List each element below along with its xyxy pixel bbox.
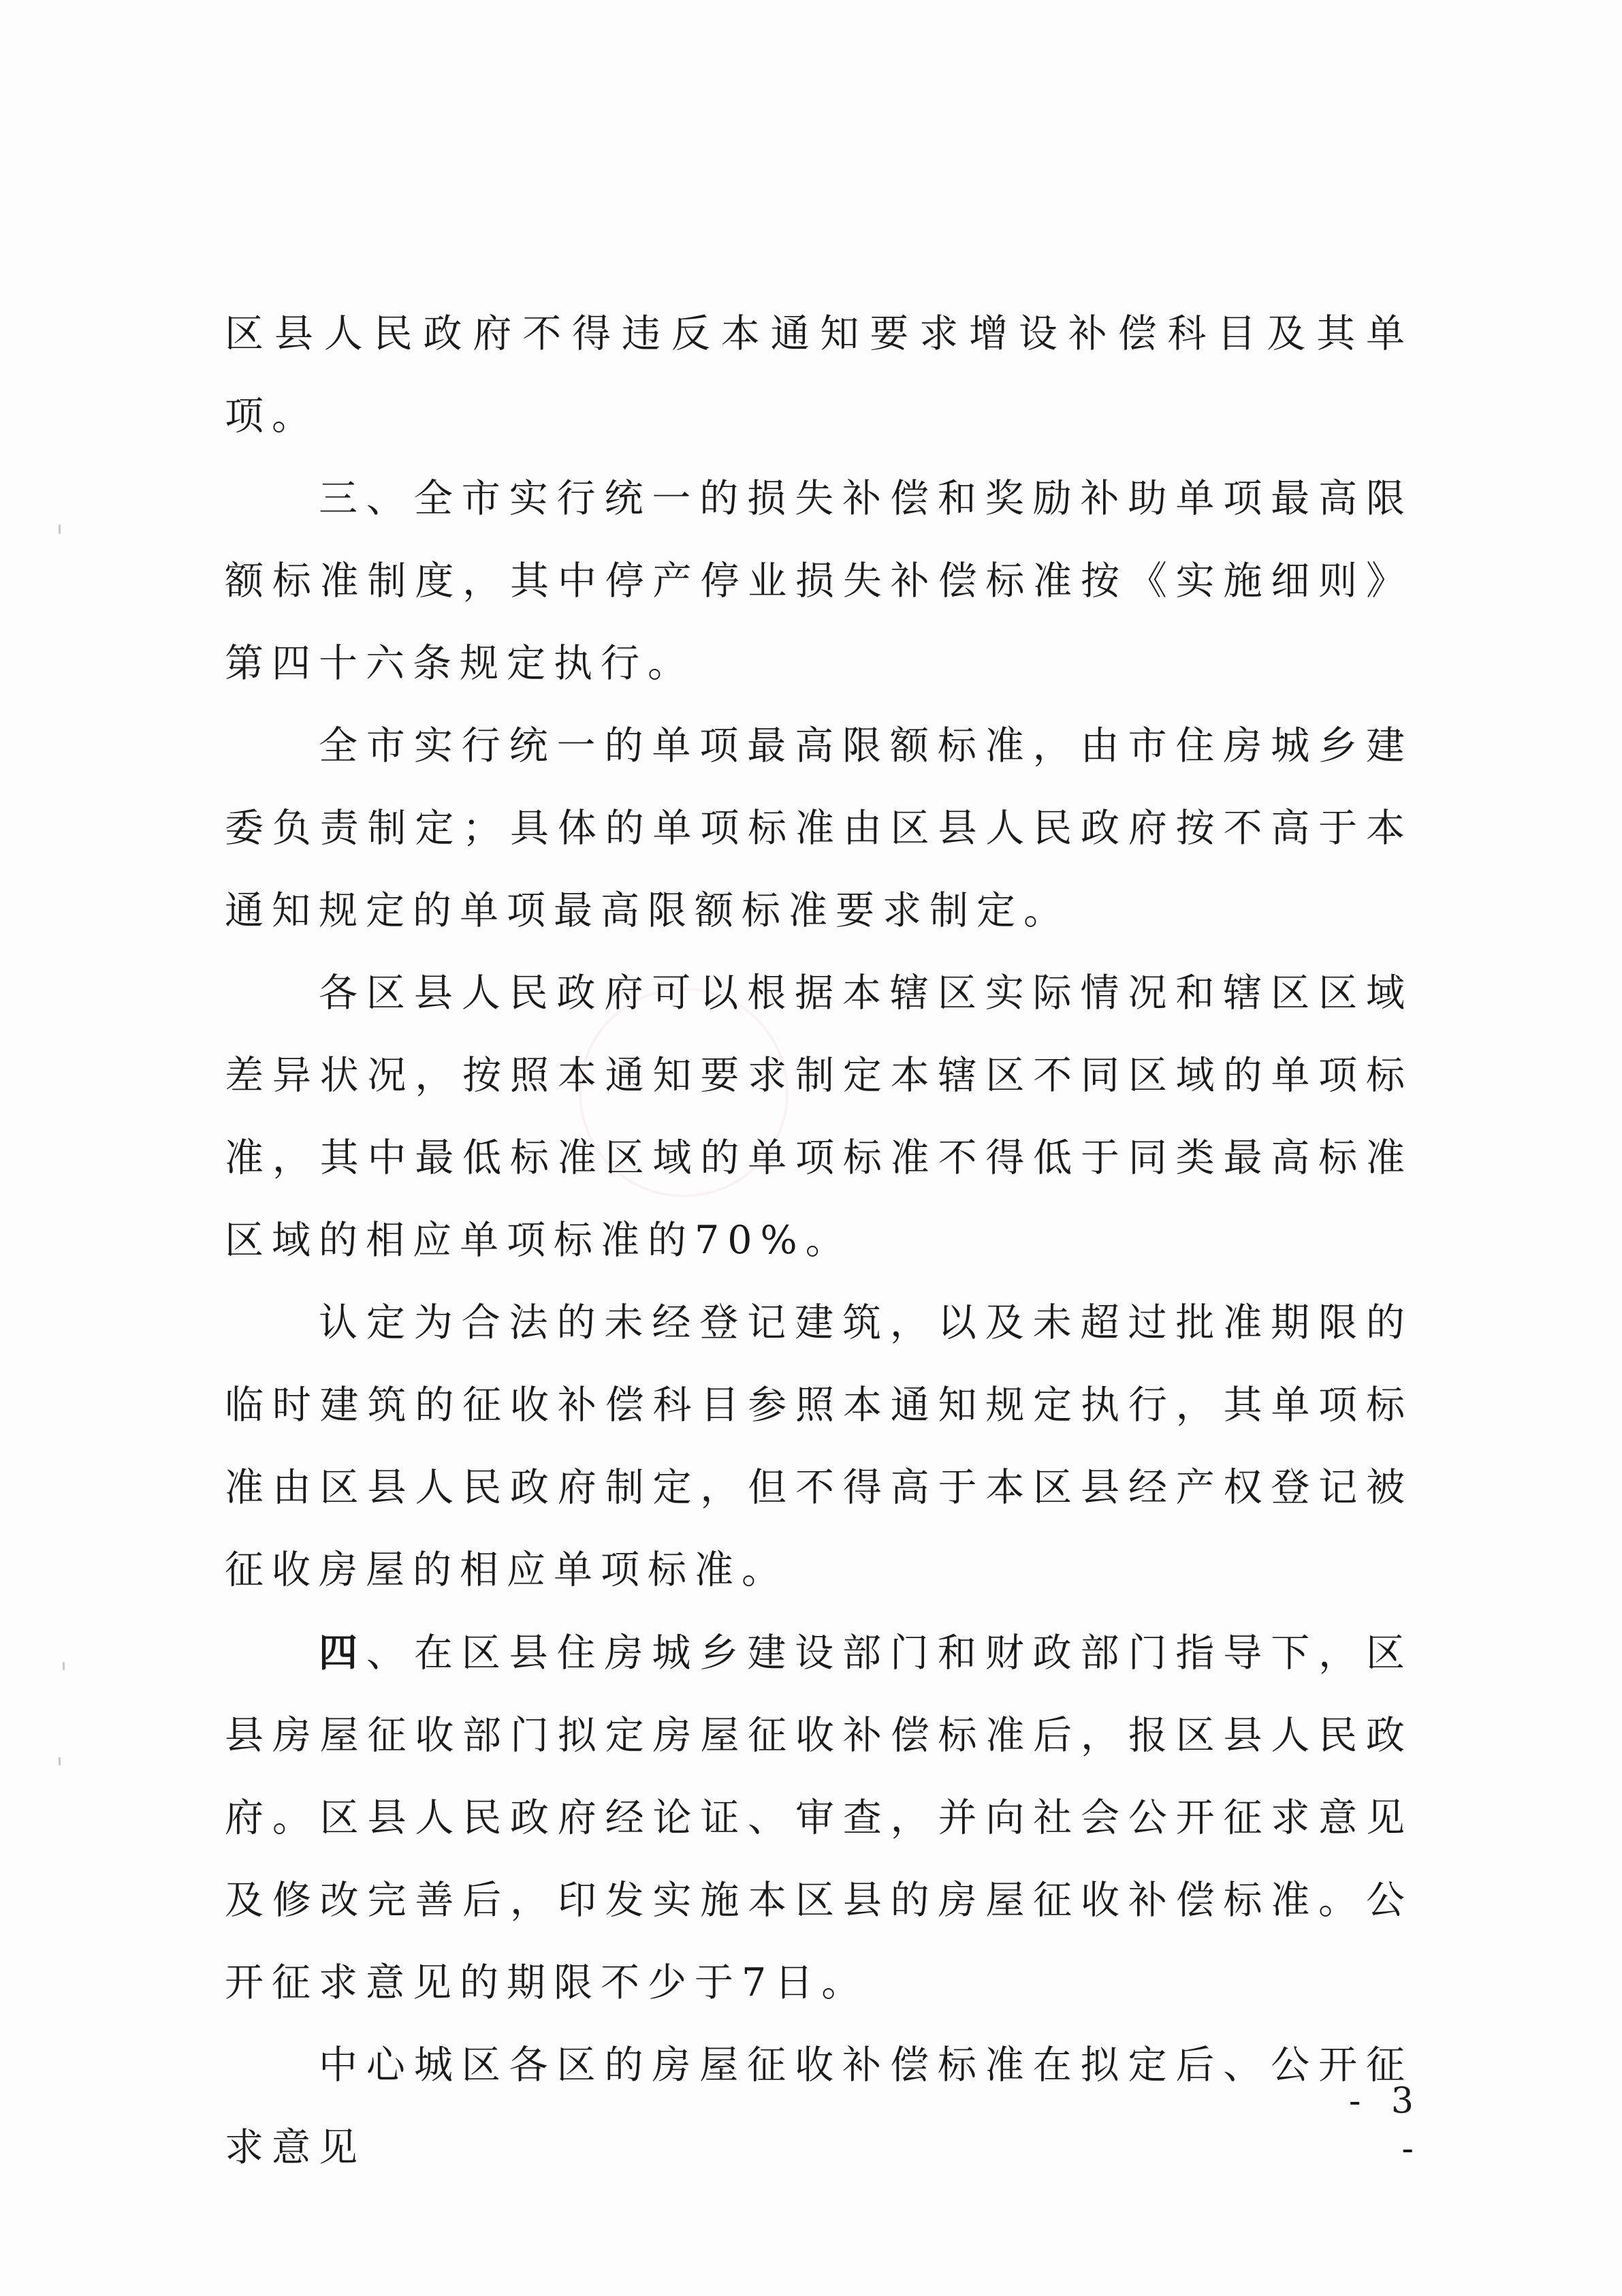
paragraph [225,458,1413,705]
paragraph [225,952,1413,1282]
scan-mark [63,1662,65,1670]
paragraph [225,1282,1413,1611]
paragraph-text: 区县人民政府不得违反本通知要求增设补偿科目及其单项。 [225,311,1413,439]
paragraph-text: 各区县人民政府可以根据本辖区实际情况和辖区区域差异状况，按照本通知要求制定本辖区不同区域的单项标准，其中最低标准区域的单项标准不得低于同类最高标准区域的相应单项标准的70%。 [225,971,1413,1263]
paragraph [225,705,1413,952]
scan-mark [59,524,61,534]
body-text [225,293,1413,2189]
paragraph-text: 、在区县住房城乡建设部门和财政部门指导下，区县房屋征收部门拟定房屋征收补偿标准后，报区县人民政府。区县人民政府经论证、审查，并向社会公开征求意见及修改完善后，印发实施本区县的房屋征收补偿标准。公开征求意见的期限不少于7日。 [225,1631,1414,2005]
paragraph [225,1611,1413,2024]
paragraph-text: 全市实行统一的单项最高限额标准，由市住房城乡建委负责制定；具体的单项标准由区县人民政府按不高于本通知规定的单项最高限额标准要求制定。 [225,723,1413,933]
paragraph-text: 认定为合法的未经登记建筑，以及未超过批准期限的临时建筑的征收补偿科目参照本通知规定执行，其单项标准由区县人民政府制定，但不得高于本区县经产权登记被征收房屋的相应单项标准。 [225,1300,1413,1592]
page-number: - 3 - [1348,2081,1423,2169]
paragraph-text: 三、全市实行统一的损失补偿和奖励补助单项最高限额标准制度，其中停产停业损失补偿标准按《实施细则》第四十六条规定执行。 [225,476,1413,686]
scan-mark [59,1757,61,1765]
paragraph-text: 中心城区各区的房屋征收补偿标准在拟定后、公开征求意见 [225,2043,1413,2170]
section-number: 四 [319,1630,366,1676]
paragraph [225,2024,1413,2189]
paragraph [225,293,1413,458]
